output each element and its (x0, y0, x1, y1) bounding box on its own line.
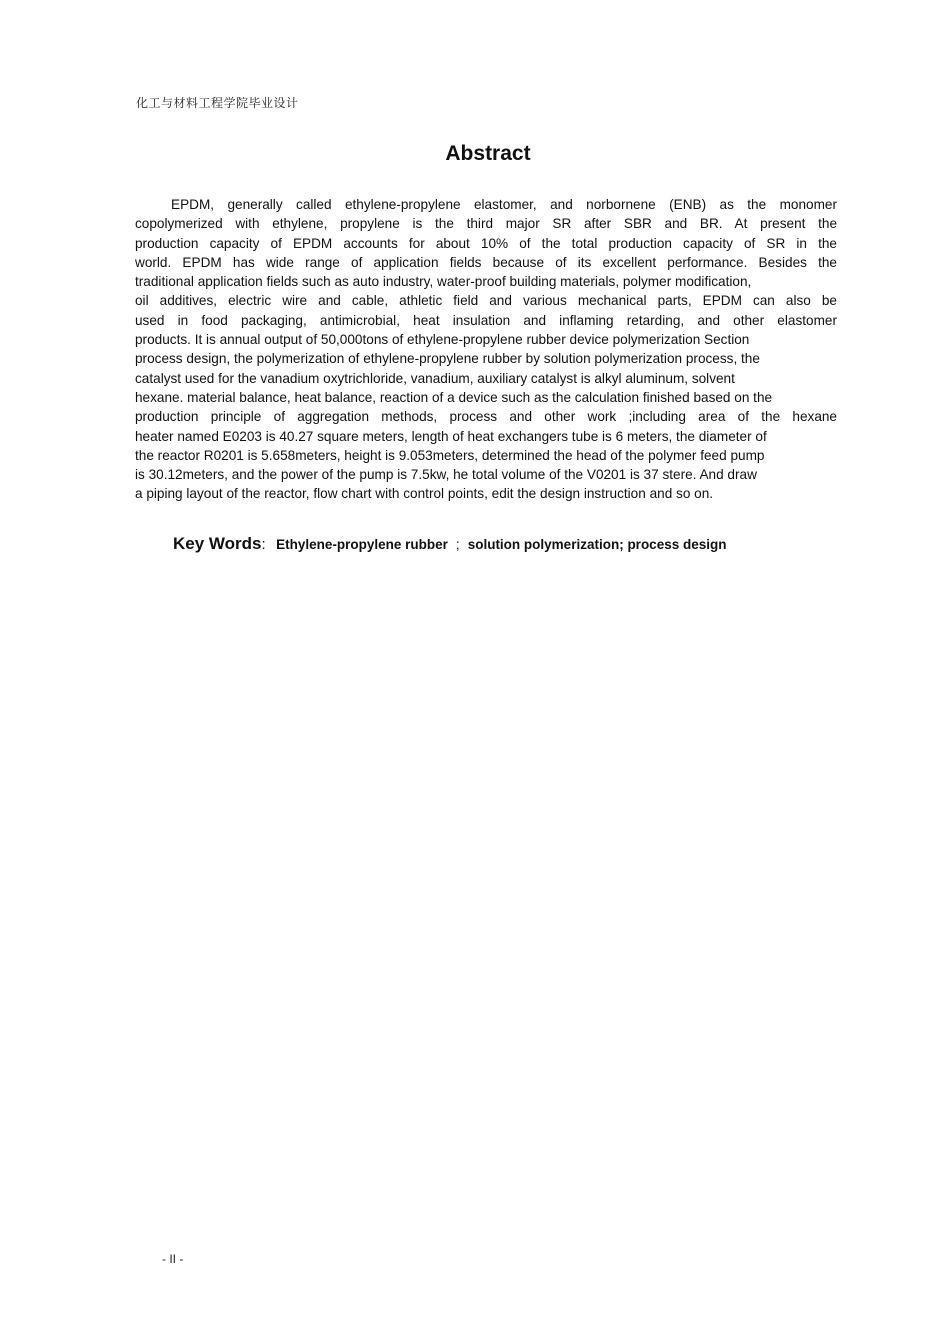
abstract-line: EPDM, generally called ethylene-propylene elastomer, and norbornene (ENB) as the monomer (171, 197, 837, 212)
abstract-line: copolymerized with ethylene, propylene is the third major SR after SBR and BR. At present the (135, 216, 837, 232)
keyword-2: solution polymerization; process design (467, 537, 727, 552)
abstract-line: a piping layout of the reactor, flow chart with control points, edit the design instruction and so on. (135, 486, 714, 502)
keywords-colon: : (261, 536, 266, 553)
abstract-line: traditional application fields such as auto industry, water-proof building materials, polymer modification, (135, 274, 752, 290)
abstract-line: the reactor R0201 is 5.658meters, height is 9.053meters, determined the head of the polymer feed pump (135, 447, 765, 463)
abstract-body (135, 195, 837, 504)
abstract-line: used in food packaging, antimicrobial, heat insulation and inflaming retarding, and other elastomer (135, 312, 837, 328)
abstract-line: production principle of aggregation methods, process and other work ;including area of the hexane (135, 409, 837, 425)
keywords-label: Key Words (173, 534, 262, 553)
page-header: 化工与材料工程学院毕业设计 (136, 96, 299, 110)
abstract-line: hexane. material balance, heat balance, reaction of a device such as the calculation finished based on the (135, 389, 773, 405)
abstract-line: process design, the polymerization of ethylene-propylene rubber by solution polymerization process, the (135, 351, 760, 367)
abstract-line: world. EPDM has wide range of application fields because of its excellent performance. Besides the (135, 254, 837, 270)
abstract-title: Abstract (445, 142, 531, 165)
abstract-line: oil additives, electric wire and cable, athletic field and various mechanical parts, EPDM can also be (135, 293, 837, 309)
page-number: - II - (162, 1252, 184, 1266)
keyword-separator: ; (455, 537, 460, 552)
abstract-line: catalyst used for the vanadium oxytrichloride, vanadium, auxiliary catalyst is alkyl aluminum, solvent (135, 370, 735, 386)
keyword-1: Ethylene-propylene rubber (276, 537, 448, 552)
abstract-line: is 30.12meters, and the power of the pump is 7.5kw, he total volume of the V0201 is 37 stere. And draw (135, 467, 757, 483)
abstract-line: production capacity of EPDM accounts for about 10% of the total production capacity of SR in the (135, 235, 837, 251)
abstract-line: products. It is annual output of 50,000tons of ethylene-propylene rubber device polymerization Section (135, 332, 750, 348)
abstract-line: heater named E0203 is 40.27 square meters, length of heat exchangers tube is 6 meters, the diameter of (135, 428, 767, 444)
keywords-line (173, 534, 726, 554)
